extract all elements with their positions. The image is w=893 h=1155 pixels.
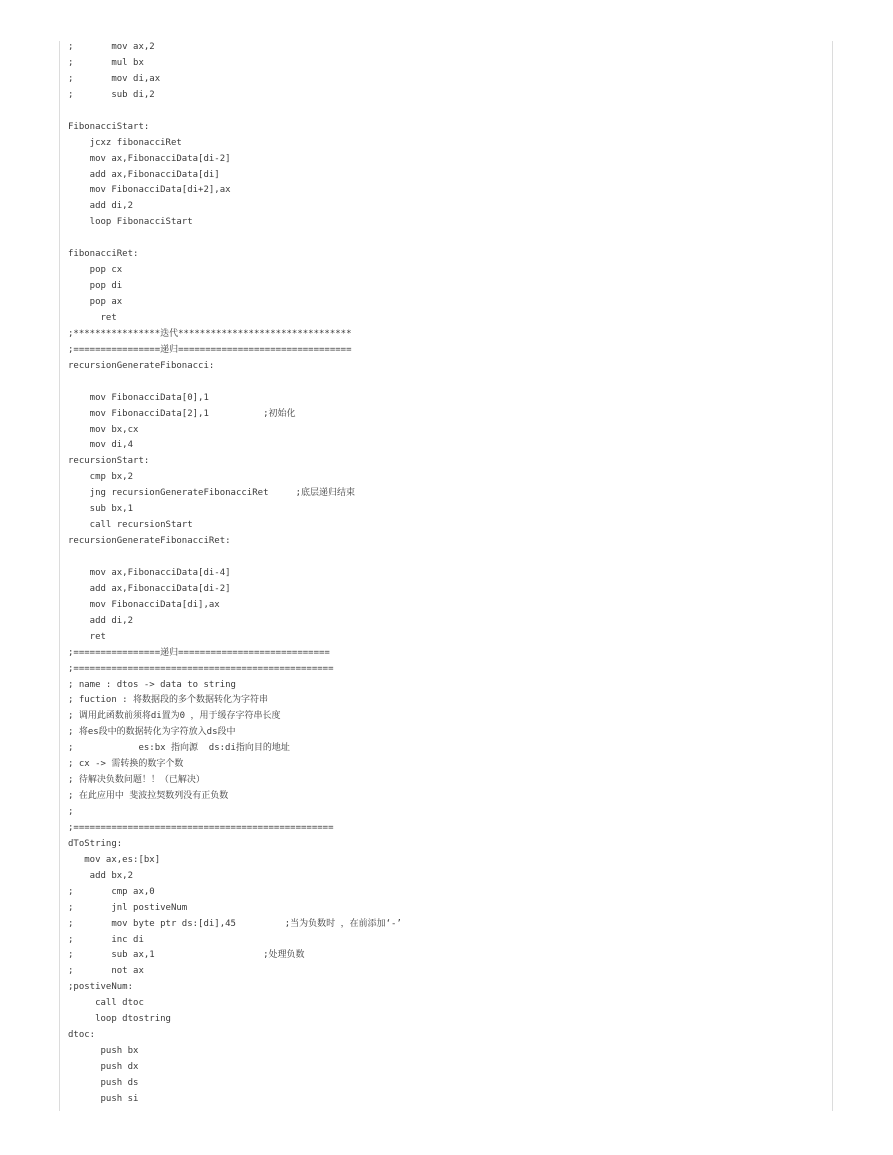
- code-line: mov FibonacciData[0],1: [68, 392, 209, 403]
- code-line: ret: [68, 631, 106, 642]
- code-line: ; es:bx 指向源 ds:di指向目的地址: [68, 743, 290, 754]
- code-line: ; sub di,2: [68, 89, 155, 100]
- code-line: ; mov di,ax: [68, 73, 161, 84]
- code-line: FibonacciStart:: [68, 121, 150, 132]
- code-line: ; cmp ax,0: [68, 886, 155, 897]
- code-line: ;================================================: [68, 822, 334, 833]
- code-line: ; sub ax,1 ;处理负数: [68, 950, 305, 961]
- code-line: add di,2: [68, 201, 134, 212]
- code-line: add bx,2: [68, 870, 134, 881]
- code-line: mov ax,es:[bx]: [68, 854, 161, 865]
- code-line: ;****************迭代********************************: [68, 328, 352, 339]
- code-line: ; mov byte ptr ds:[di],45 ;当为负数时 ，在前添加‘-’: [68, 918, 402, 929]
- code-line: dToString:: [68, 838, 123, 849]
- code-line: fibonacciRet:: [68, 249, 139, 260]
- code-line: ret: [68, 312, 117, 323]
- code-line: add di,2: [68, 615, 134, 626]
- code-line: mov bx,cx: [68, 424, 139, 435]
- code-line: push ds: [68, 1077, 139, 1088]
- code-line: [68, 104, 828, 120]
- code-line: ; 调用此函数前须将di置为0 ，用于缓存字符串长度: [68, 711, 281, 722]
- code-line: recursionGenerateFibonacciRet:: [68, 536, 231, 547]
- code-line: push si: [68, 1093, 139, 1104]
- code-line: mov FibonacciData[di],ax: [68, 599, 220, 610]
- code-line: mov FibonacciData[2],1 ;初始化: [68, 408, 296, 419]
- code-line: ; cx -> 需转换的数字个数: [68, 759, 184, 770]
- code-line: pop ax: [68, 297, 123, 307]
- code-line: ; 在此应用中 斐波拉契数列没有正负数: [68, 791, 229, 802]
- code-line: mov ax,FibonacciData[di-2]: [68, 153, 231, 164]
- code-line: jng recursionGenerateFibonacciRet ;底层递归结束: [68, 488, 355, 499]
- code-line: [68, 375, 828, 391]
- code-line: call dtoc: [68, 998, 144, 1009]
- code-line: ; name : dtos -> data to string: [68, 679, 236, 690]
- code-line: pop di: [68, 281, 123, 292]
- code-line: add ax,FibonacciData[di]: [68, 169, 220, 180]
- code-line: cmp bx,2: [68, 472, 134, 483]
- code-line: ; not ax: [68, 966, 144, 977]
- code-line: sub bx,1: [68, 504, 134, 515]
- code-line: ; 待解决负数问题！！（已解决）: [68, 775, 205, 786]
- code-line: ; mov ax,2: [68, 42, 155, 52]
- code-line: ;: [68, 807, 74, 817]
- code-listing: [68, 40, 828, 1108]
- code-line: add ax,FibonacciData[di-2]: [68, 583, 231, 594]
- code-line: loop dtostring: [68, 1014, 171, 1025]
- code-line: ; jnl postiveNum: [68, 902, 188, 913]
- code-line: ; mul bx: [68, 57, 144, 68]
- code-line: push bx: [68, 1046, 139, 1057]
- code-line: mov ax,FibonacciData[di-4]: [68, 567, 231, 578]
- code-line: ;postiveNum:: [68, 982, 134, 993]
- code-line: recursionStart:: [68, 456, 150, 467]
- code-line: ; inc di: [68, 934, 144, 945]
- code-line: mov FibonacciData[di+2],ax: [68, 185, 231, 196]
- code-line: call recursionStart: [68, 520, 193, 531]
- code-line: jcxz fibonacciRet: [68, 137, 182, 148]
- code-line: [68, 550, 828, 566]
- code-line: ;================递归================================: [68, 344, 352, 355]
- code-line: dtoc:: [68, 1030, 96, 1041]
- code-line: ;================递归============================: [68, 647, 330, 658]
- code-line: mov di,4: [68, 440, 134, 451]
- code-line: ;================================================: [68, 663, 334, 674]
- code-line: pop cx: [68, 265, 123, 276]
- code-line: loop FibonacciStart: [68, 217, 193, 228]
- code-line: push dx: [68, 1062, 139, 1072]
- code-line: ; 将es段中的数据转化为字符放入ds段中: [68, 727, 236, 738]
- code-line: [68, 231, 828, 247]
- code-line: ; fuction : 将数据段的多个数据转化为字符串: [68, 695, 269, 706]
- code-line: recursionGenerateFibonacci:: [68, 360, 215, 371]
